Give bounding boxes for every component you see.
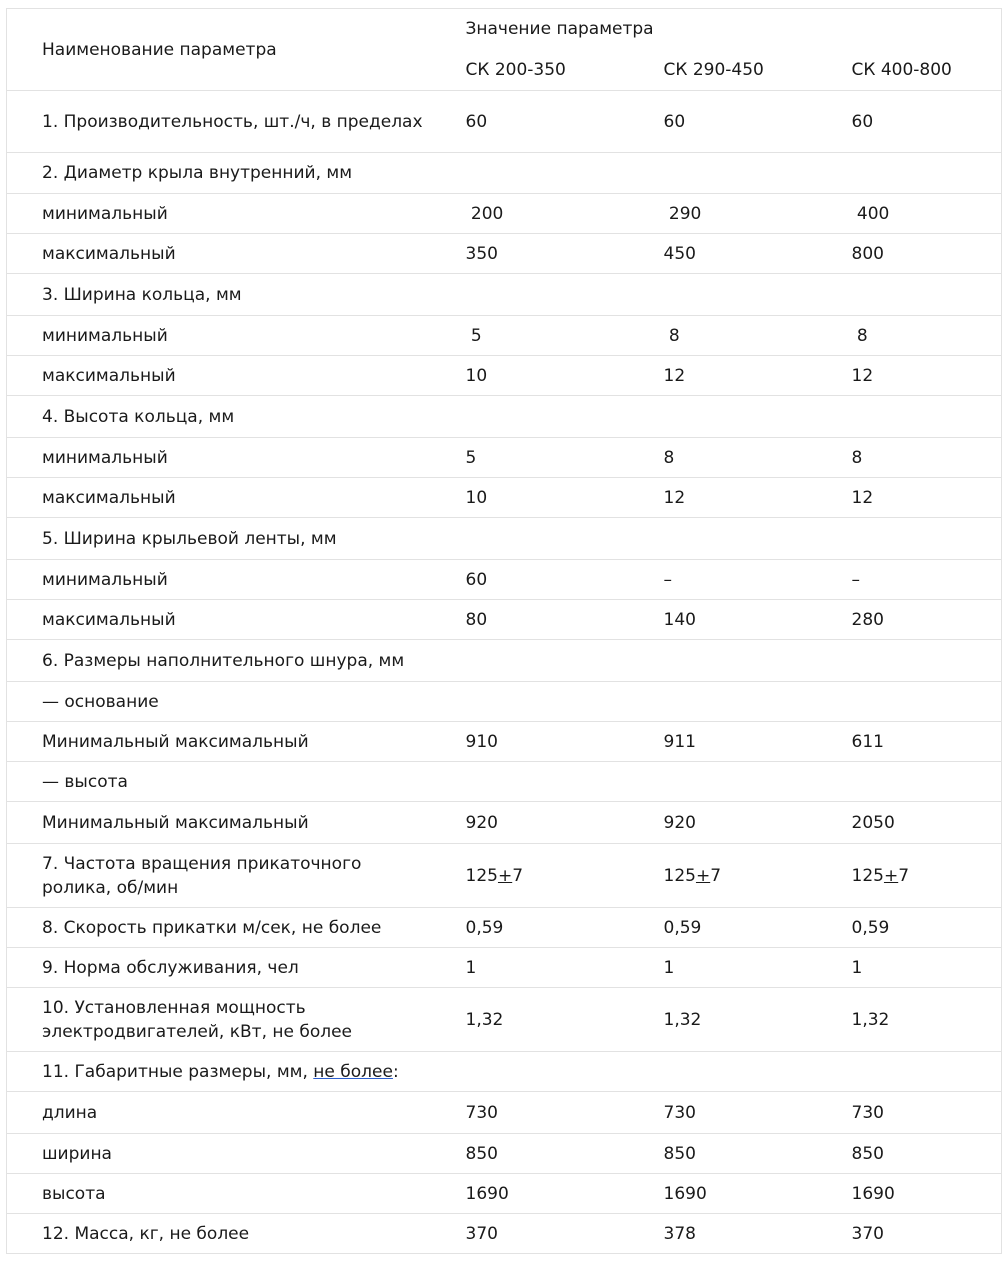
row-value-2: 12 [630,478,818,518]
row-value-1 [432,762,630,802]
row-value-2: 1690 [630,1174,818,1214]
row-value-3: 800 [818,234,1002,274]
row-value-3: 850 [818,1134,1002,1174]
row-value-3: 1 [818,948,1002,988]
spec-table-wrapper [6,8,1001,1254]
row-value-2: 911 [630,722,818,762]
row-label: — основание [7,682,432,722]
row-label: 5. Ширина крыльевой ленты, мм [7,518,432,560]
table-row [7,722,1002,762]
row-value-3: 730 [818,1092,1002,1134]
header-name: Наименование параметра [42,39,277,60]
table-row [7,682,1002,722]
row-label: 6. Размеры наполнительного шнура, мм [7,640,432,682]
row-value-3: 8 [818,438,1002,478]
table-row [7,478,1002,518]
header-model-3: СК 400-800 [818,49,1002,91]
table-row [7,844,1002,908]
table-row [7,234,1002,274]
row-label: 9. Норма обслуживания, чел [7,948,432,988]
row-value-1: 730 [432,1092,630,1134]
row-value-2: 378 [630,1214,818,1254]
table-row [7,396,1002,438]
table-row [7,802,1002,844]
row-value-1: 1,32 [432,988,630,1052]
row-label: максимальный [7,600,432,640]
row-value-3: 2050 [818,802,1002,844]
table-row [7,1174,1002,1214]
table-row [7,316,1002,356]
row-label: Минимальный максимальный [7,802,432,844]
row-value-3 [818,762,1002,802]
row-value-3: 0,59 [818,908,1002,948]
row-value-1: 60 [432,560,630,600]
table-row [7,194,1002,234]
row-value-2: – [630,560,818,600]
row-value-1 [432,682,630,722]
table-row [7,1092,1002,1134]
row-value-2: 1,32 [630,988,818,1052]
row-label: минимальный [7,438,432,478]
row-value-2 [630,1052,818,1092]
row-value-1: 10 [432,478,630,518]
row-value-1 [432,396,630,438]
table-row [7,560,1002,600]
row-value-3 [818,1052,1002,1092]
row-value-3: 125+7 [818,844,1002,908]
table-row [7,518,1002,560]
plus-minus-sign: + [695,865,711,886]
row-value-1: 80 [432,600,630,640]
row-value-2 [630,274,818,316]
header-name-cell [7,9,432,91]
row-value-3: – [818,560,1002,600]
row-label: 7. Частота вращения прикаточного ролика, об/мин [7,844,432,908]
row-value-3: 370 [818,1214,1002,1254]
row-value-3 [818,274,1002,316]
table-row [7,438,1002,478]
header-row-1 [7,9,1002,50]
row-value-1 [432,640,630,682]
row-label: минимальный [7,560,432,600]
row-value-2 [630,518,818,560]
row-value-2: 450 [630,234,818,274]
row-value-2 [630,640,818,682]
plus-minus-sign: + [883,865,899,886]
table-row [7,1052,1002,1092]
header-model-2: СК 290-450 [630,49,818,91]
row-value-1: 1 [432,948,630,988]
row-value-1: 5 [432,438,630,478]
table-row [7,762,1002,802]
table-row [7,274,1002,316]
row-value-2 [630,153,818,194]
table-row [7,988,1002,1052]
plus-minus-sign: + [497,865,513,886]
row-label: 1. Производительность, шт./ч, в пределах [7,91,432,153]
table-row [7,600,1002,640]
row-label: 4. Высота кольца, мм [7,396,432,438]
row-value-2: 8 [630,316,818,356]
row-value-3 [818,518,1002,560]
spec-table [6,8,1002,1254]
row-value-3: 1690 [818,1174,1002,1214]
row-value-1: 200 [432,194,630,234]
row-value-3 [818,640,1002,682]
row-value-3: 8 [818,316,1002,356]
row-value-2: 1 [630,948,818,988]
row-value-2: 8 [630,438,818,478]
row-value-3: 60 [818,91,1002,153]
row-label: ширина [7,1134,432,1174]
row-value-1: 5 [432,316,630,356]
row-value-1: 850 [432,1134,630,1174]
row-value-2 [630,396,818,438]
row-value-2: 290 [630,194,818,234]
row-value-1 [432,1052,630,1092]
row-value-2: 12 [630,356,818,396]
row-value-1 [432,274,630,316]
row-value-2: 920 [630,802,818,844]
row-label: минимальный [7,194,432,234]
row-value-3: 611 [818,722,1002,762]
table-row [7,1214,1002,1254]
row-value-3: 400 [818,194,1002,234]
row-value-1: 920 [432,802,630,844]
row-label: максимальный [7,356,432,396]
table-row [7,1134,1002,1174]
row-label: 12. Масса, кг, не более [7,1214,432,1254]
row-value-2 [630,682,818,722]
row-value-1 [432,518,630,560]
table-row [7,153,1002,194]
row-label: максимальный [7,234,432,274]
row-value-3 [818,396,1002,438]
row-label: — высота [7,762,432,802]
header-model-1: СК 200-350 [432,49,630,91]
row-label: высота [7,1174,432,1214]
row-value-2: 60 [630,91,818,153]
row-value-1 [432,153,630,194]
row-label: максимальный [7,478,432,518]
row-value-2: 850 [630,1134,818,1174]
row-value-2: 730 [630,1092,818,1134]
row-value-3 [818,682,1002,722]
row-value-1: 370 [432,1214,630,1254]
row-label: минимальный [7,316,432,356]
row-value-1: 10 [432,356,630,396]
row-label: 8. Скорость прикатки м/сек, не более [7,908,432,948]
row-value-1: 0,59 [432,908,630,948]
row-value-3: 12 [818,478,1002,518]
table-row [7,356,1002,396]
row-label: 3. Ширина кольца, мм [7,274,432,316]
row-value-2 [630,762,818,802]
row-label: 10. Установленная мощность электродвигателей, кВт, не более [7,988,432,1052]
row-label: Минимальный максимальный [7,722,432,762]
row-value-3: 12 [818,356,1002,396]
spellcheck-underline: не более [313,1061,393,1082]
row-value-1: 350 [432,234,630,274]
row-label: 11. Габаритные размеры, мм, не более: [7,1052,432,1092]
row-value-3: 1,32 [818,988,1002,1052]
row-value-2: 140 [630,600,818,640]
row-value-2: 125+7 [630,844,818,908]
row-value-3: 280 [818,600,1002,640]
table-row [7,948,1002,988]
header-value-group: Значение параметра [465,19,654,39]
row-value-1: 125+7 [432,844,630,908]
row-value-1: 910 [432,722,630,762]
row-value-1: 60 [432,91,630,153]
table-row [7,91,1002,153]
row-value-3 [818,153,1002,194]
row-value-1: 1690 [432,1174,630,1214]
row-label: длина [7,1092,432,1134]
table-row [7,908,1002,948]
row-label: 2. Диаметр крыла внутренний, мм [7,153,432,194]
table-row [7,640,1002,682]
header-group-cell [432,9,1002,50]
row-value-2: 0,59 [630,908,818,948]
